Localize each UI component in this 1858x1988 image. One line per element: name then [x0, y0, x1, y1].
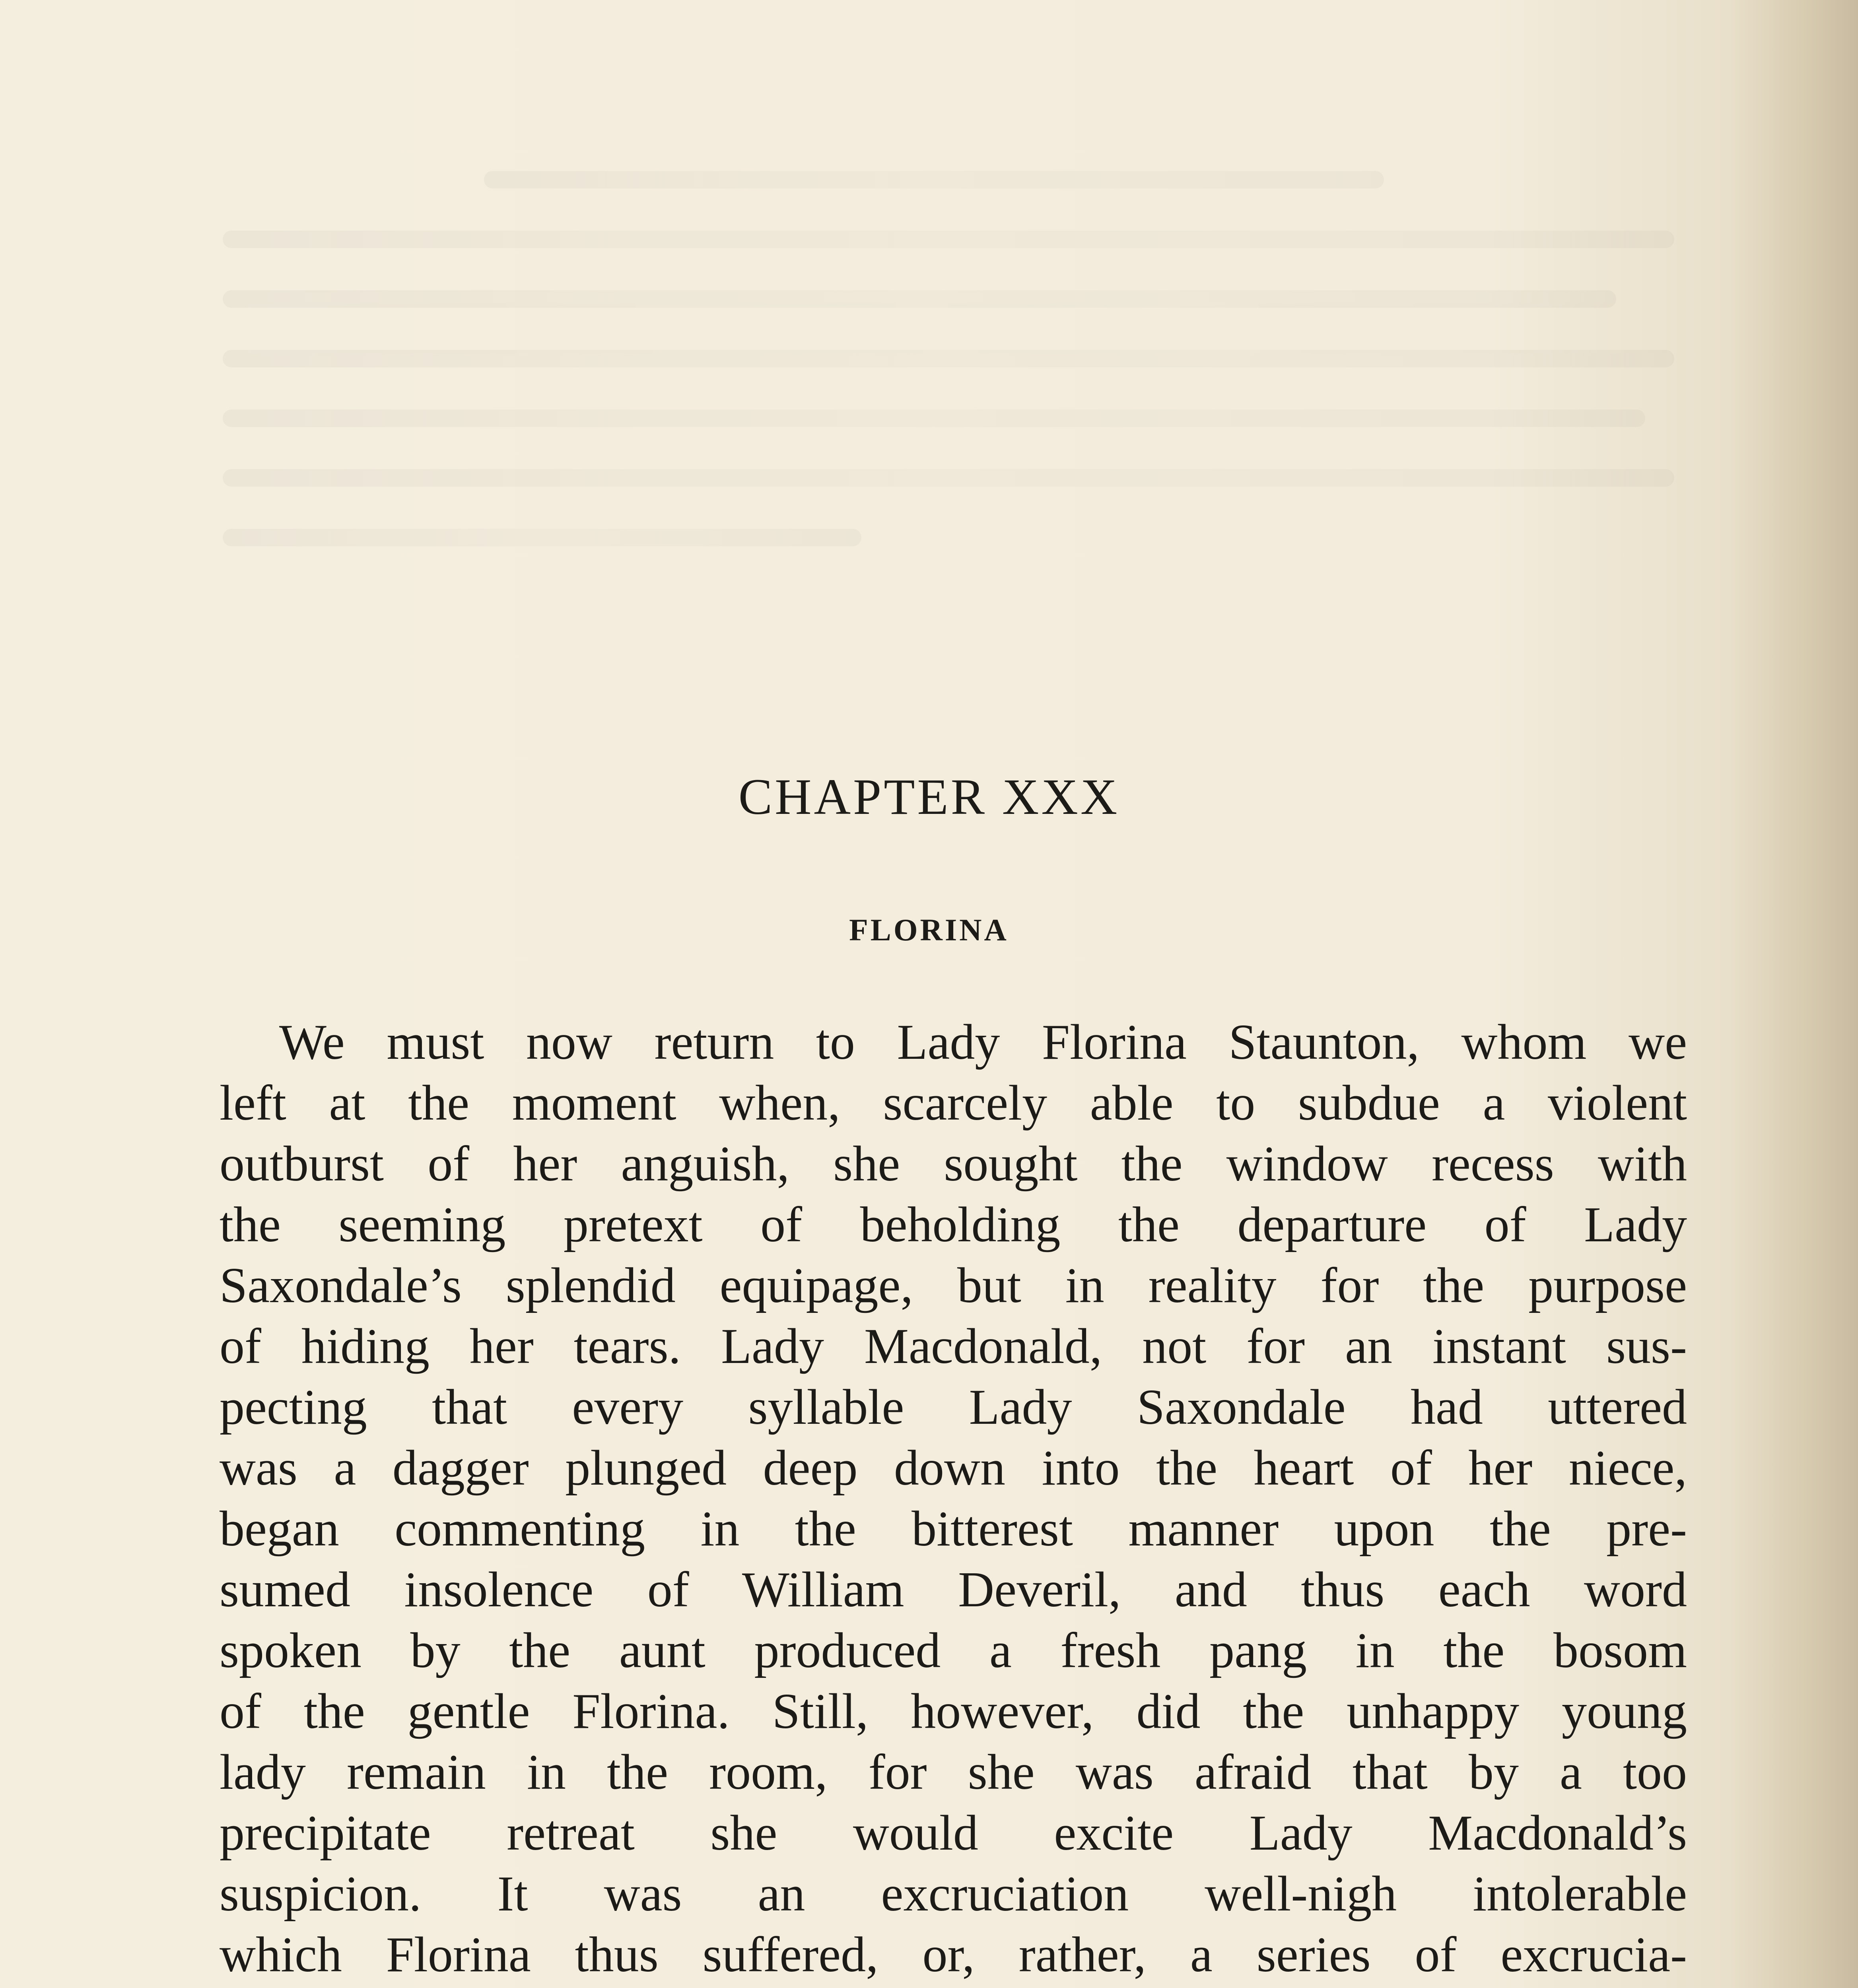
text-line: We must now return to Lady Florina Staunton, whom we	[279, 1015, 1687, 1070]
chapter-subtitle: FLORINA	[849, 912, 1009, 947]
show-through-text	[223, 171, 1674, 720]
body-text	[220, 1012, 1687, 1988]
text-line: of the gentle Florina. Still, however, did the unhappy young	[220, 1684, 1687, 1739]
text-line: sumed insolence of William Deveril, and thus each word	[220, 1562, 1687, 1617]
text-line	[220, 1985, 1687, 1988]
text-line: suspicion. It was an excruciation well-nigh intolerable	[220, 1866, 1687, 1922]
text-line: spoken by the aunt produced a fresh pang in the bosom	[220, 1623, 1687, 1678]
text-line: left at the moment when, scarcely able to subdue a violent	[220, 1076, 1687, 1131]
text-line: Saxondale’s splendid equipage, but in reality for the purpose	[220, 1258, 1687, 1313]
text-line: of hiding her tears. Lady Macdonald, not for an instant sus-	[220, 1319, 1687, 1374]
text-line: lady remain in the room, for she was afraid that by a too	[220, 1745, 1687, 1800]
chapter-heading: CHAPTER XXX	[738, 769, 1120, 825]
text-line: outburst of her anguish, she sought the window recess with	[220, 1136, 1687, 1192]
text-line: precipitate retreat she would excite Lady Macdonald’s	[220, 1806, 1687, 1861]
text-line: was a dagger plunged deep down into the heart of her niece,	[220, 1441, 1687, 1496]
text-line: the seeming pretext of beholding the departure of Lady	[220, 1197, 1687, 1252]
text-line: pecting that every syllable Lady Saxondale had uttered	[220, 1380, 1687, 1435]
text-line: began commenting in the bitterest manner upon the pre-	[220, 1501, 1687, 1557]
text-line: which Florina thus suffered, or, rather, a series of excrucia-	[220, 1927, 1687, 1982]
